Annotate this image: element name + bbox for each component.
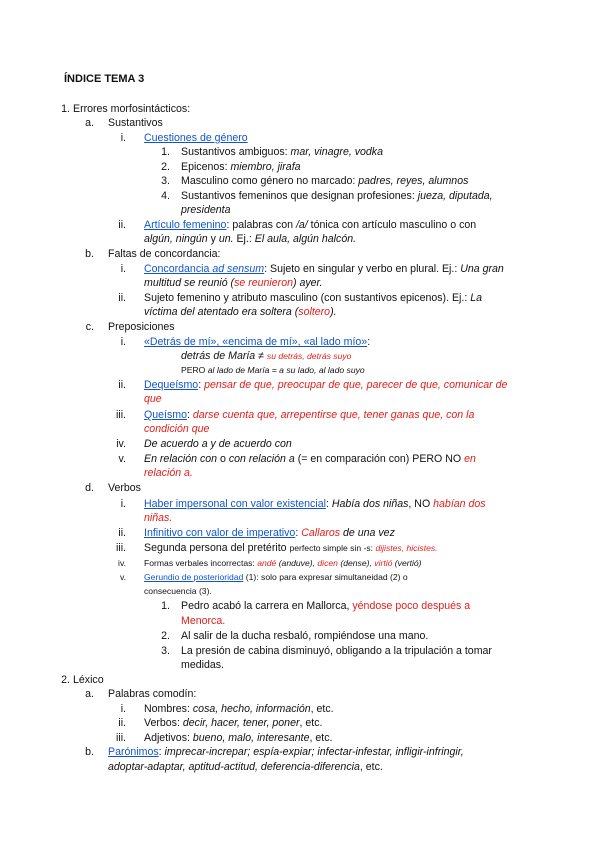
list-item-continuation: niñas. <box>144 512 173 524</box>
list-marker: iv. <box>116 438 126 450</box>
list-item: Artículo femenino: palabras con /a/ tónica con artículo masculino o con <box>144 219 477 231</box>
list-marker: i. <box>120 336 126 348</box>
list-marker: iii. <box>115 409 126 421</box>
list-item: De acuerdo a y de acuerdo con <box>144 438 292 450</box>
list-item: Formas verbales incorrectas: andé (anduve), dicen (dense), virtió (vertió) <box>144 558 422 568</box>
list-marker: 1. <box>61 103 70 115</box>
list-marker: 3. <box>161 645 170 657</box>
list-marker: v. <box>119 572 126 582</box>
list-item: Sustantivos femeninos que designan profesiones: jueza, diputada, <box>181 190 493 202</box>
page-title: ÍNDICE TEMA 3 <box>64 73 145 85</box>
list-marker: i. <box>120 263 126 275</box>
list-marker: ii. <box>118 527 126 539</box>
link-articulo-femenino[interactable]: Artículo femenino <box>144 219 227 231</box>
link-detras-de-mi[interactable]: «Detrás de mí», «encima de mí», «al lado mío» <box>144 336 368 348</box>
list-marker: 2. <box>61 674 70 686</box>
list-marker: c. <box>85 321 94 333</box>
list-marker: 2. <box>161 630 170 642</box>
link-queismo[interactable]: Queísmo <box>144 409 187 421</box>
list-item <box>144 131 248 146</box>
list-item-continuation: presidenta <box>181 204 231 216</box>
list-marker: i. <box>120 132 126 144</box>
list-item-continuation: consecuencia (3). <box>144 586 212 596</box>
section-heading: Errores morfosintácticos: <box>73 103 191 115</box>
list-marker: 3. <box>161 175 170 187</box>
list-item: Concordancia ad sensum: Sujeto en singular y verbo en plural. Ej.: Una gran <box>144 263 504 275</box>
link-dequeismo[interactable]: Dequeísmo <box>144 379 199 391</box>
list-marker: 1. <box>161 146 170 158</box>
list-item: Gerundio de posterioridad (1): solo para expresar simultaneidad (2) o <box>144 572 408 582</box>
subsection-heading: Palabras comodín: <box>108 688 197 700</box>
list-marker: b. <box>85 746 94 758</box>
list-item: Segunda persona del pretérito perfecto simple sin -s: dijistes, hicistes. <box>144 542 438 554</box>
list-marker: 4. <box>161 190 170 202</box>
list-item-continuation: Menorca. <box>181 615 226 627</box>
list-marker: iii. <box>115 732 126 744</box>
link-paronimos[interactable]: Parónimos <box>108 746 159 758</box>
subsection-heading: Faltas de concordancia: <box>108 248 221 260</box>
list-item-example: detrás de María ≠ su detrás, detrás suyo <box>181 350 352 362</box>
list-marker: i. <box>120 703 126 715</box>
list-item-continuation: algún, ningún y un. Ej.: El aula, algún halcón. <box>144 233 357 245</box>
link-concordancia[interactable]: Concordancia ad sensum <box>144 263 265 275</box>
list-marker: 2. <box>161 161 170 173</box>
list-item: Pedro acabó la carrera en Mallorca, yéndose poco después a <box>181 600 471 612</box>
list-item: Parónimos: imprecar-increpar; espía-expiar; infectar-infestar, infligir-infringir, <box>108 746 464 758</box>
list-marker: ii. <box>118 219 126 231</box>
section-heading: Léxico <box>73 674 104 686</box>
list-item-example: PERO al lado de María = a su lado, al lado suyo <box>181 365 365 375</box>
subsection-heading: Preposiciones <box>108 321 175 333</box>
list-item: Infinitivo con valor de imperativo: Callaros de una vez <box>144 527 395 539</box>
list-item-continuation: que <box>144 393 162 405</box>
list-marker: ii. <box>118 379 126 391</box>
list-item-continuation: adoptar-adaptar, aptitud-actitud, deferencia-diferencia, etc. <box>108 761 383 773</box>
list-marker: i. <box>120 498 126 510</box>
list-item-continuation: medidas. <box>181 659 224 671</box>
list-item: «Detrás de mí», «encima de mí», «al lado mío»: <box>144 336 371 348</box>
link-infinitivo-imperativo[interactable]: Infinitivo con valor de imperativo <box>144 527 296 539</box>
link-gerundio-posterioridad[interactable]: Gerundio de posterioridad <box>144 572 244 582</box>
list-item: Sujeto femenino y atributo masculino (con sustantivos epicenos). Ej.: La <box>144 292 483 304</box>
link-cuestiones-genero[interactable]: Cuestiones de género <box>144 132 248 144</box>
list-item-continuation: víctima del atentado era soltera (soltero). <box>144 306 337 318</box>
list-marker: ii. <box>118 717 126 729</box>
list-item: Nombres: cosa, hecho, información, etc. <box>144 703 334 715</box>
list-marker: iv. <box>118 558 126 568</box>
list-marker: a. <box>85 688 94 700</box>
list-marker: ii. <box>118 292 126 304</box>
list-marker: d. <box>85 482 94 494</box>
list-item: Dequeísmo: pensar de que, preocupar de que, parecer de que, comunicar de <box>144 379 508 391</box>
list-marker: b. <box>85 248 94 260</box>
list-item: La presión de cabina disminuyó, obligando a la tripulación a tomar <box>181 645 492 657</box>
list-marker: 1. <box>161 600 170 612</box>
list-item-continuation: multitud se reunió (se reunieron) ayer. <box>144 277 323 289</box>
link-haber-impersonal[interactable]: Haber impersonal con valor existencial <box>144 498 326 510</box>
list-item: Epicenos: miembro, jirafa <box>181 161 301 173</box>
subsection-heading: Sustantivos <box>108 117 163 129</box>
list-marker: v. <box>118 453 126 465</box>
list-item-continuation: condición que <box>144 423 210 435</box>
list-item: Masculino como género no marcado: padres, reyes, alumnos <box>181 175 469 187</box>
list-item-continuation: relación a. <box>144 467 193 479</box>
list-item: Haber impersonal con valor existencial: Había dos niñas, NO habían dos <box>144 498 486 510</box>
list-item: Adjetivos: bueno, malo, interesante, etc. <box>144 732 333 744</box>
list-item: Al salir de la ducha resbaló, rompiéndose una mano. <box>181 630 429 642</box>
list-item: Queísmo: darse cuenta que, arrepentirse que, tener ganas que, con la <box>144 409 475 421</box>
subsection-heading: Verbos <box>108 482 141 494</box>
list-item: Verbos: decir, hacer, tener, poner, etc. <box>144 717 323 729</box>
list-marker: a. <box>85 117 94 129</box>
list-item: En relación con o con relación a (= en comparación con) PERO NO en <box>144 453 476 465</box>
list-item: Sustantivos ambiguos: mar, vinagre, vodka <box>181 146 383 158</box>
list-marker: iii. <box>115 542 126 554</box>
